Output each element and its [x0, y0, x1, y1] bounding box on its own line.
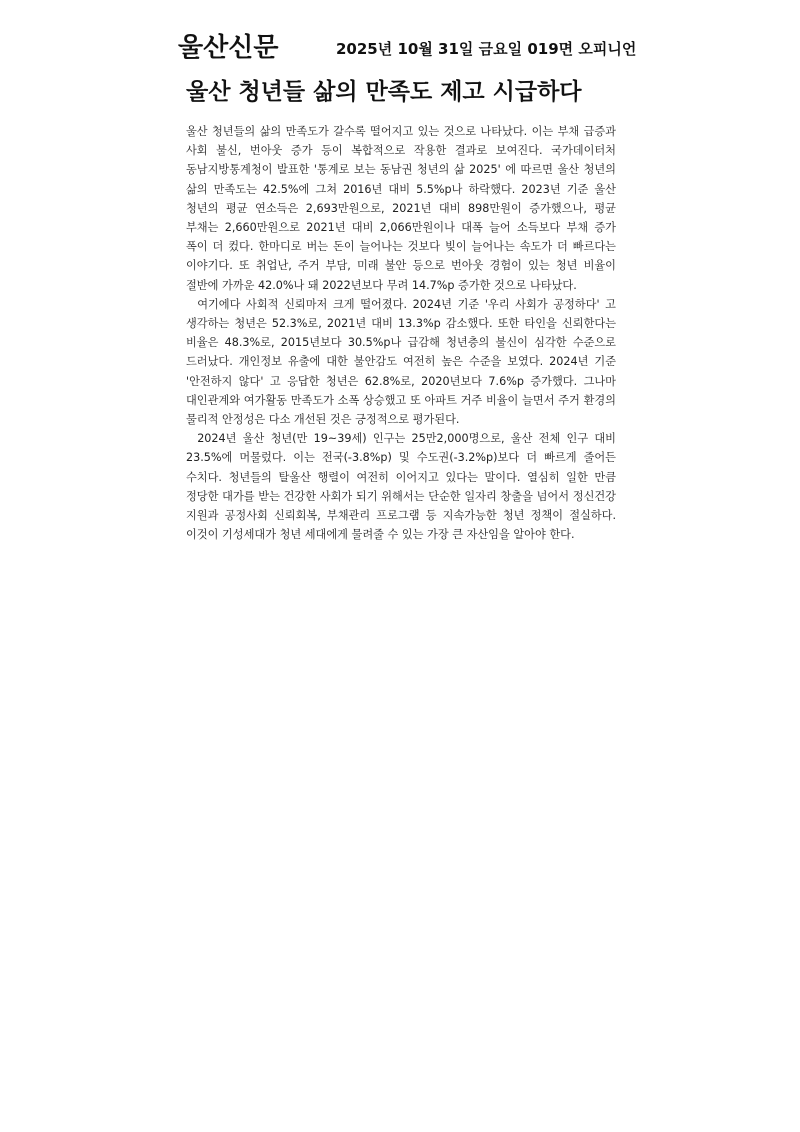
article-headline: 울산 청년들 삶의 만족도 제고 시급하다 [186, 79, 582, 105]
article-paragraph: 2024년 울산 청년(만 19~39세) 인구는 25만2,000명으로, 울산 전체 인구 대비 23.5%에 머물렀다. 이는 전국(-3.8%p) 및 수도권(-3.2%p)보다 더 빠르게 줄어든 수치다. 청년들의 탈울산 행렬이 여전히 이어지고 있다는 말이다. 열심히 일한 만큼 정당한 대가를 받는 건강한 사회가 되기 위해서는 단순한 일자리 창출을 넘어서 정신건강 지원과 공정사회 신뢰회복, 부채관리 프로그램 등 지속가능한 청년 정책이 절실하다. 이것이 기성세대가 청년 세대에게 물려줄 수 있는 가장 큰 자산임을 알아야 한다. [186, 432, 616, 542]
article-paragraph: 여기에다 사회적 신뢰마저 크게 떨어졌다. 2024년 기준 '우리 사회가 공정하다' 고 생각하는 청년은 52.3%로, 2021년 대비 13.3%p 감소했다. 또한 타인을 신뢰한다는 비율은 48.3%로, 2015년보다 30.5%p나 급감해 청년층의 불신이 심각한 수준으로 드러났다. 개인정보 유출에 대한 불안감도 여전히 높은 수준을 보였다. 2024년 기준 '안전하지 않다' 고 응답한 청년은 62.8%로, 2020년보다 7.6%p 증가했다. 그나마 대인관계와 여가활동 만족도가 소폭 상승했고 또 아파트 거주 비율이 늘면서 주거 환경의 물리적 안정성은 다소 개선된 것은 긍정적으로 평가된다. [186, 297, 616, 427]
newspaper-logo: 울산신문 [178, 33, 279, 63]
masthead [178, 30, 637, 70]
issue-date-info: 2025년 10월 31일 금요일 019면 오피니언 [336, 40, 637, 58]
article-body [186, 122, 616, 544]
article-paragraph: 울산 청년들의 삶의 만족도가 갈수록 떨어지고 있는 것으로 나타났다. 이는 부채 급증과 사회 불신, 번아웃 증가 등이 복합적으로 작용한 결과로 보여진다. 국가데이터처 동남지방통계청이 발표한 '통계로 보는 동남권 청년의 삶 2025' 에 따르면 울산 청년의 삶의 만족도는 42.5%에 그쳐 2016년 대비 5.5%p나 하락했다. 2023년 기준 울산 청년의 평균 연소득은 2,693만원으로, 2021년 대비 898만원이 증가했으나, 평균 부채는 2,660만원으로 2021년 대비 2,066만원이나 대폭 늘어 소득보다 부채 증가 폭이 더 컸다. 한마디로 버는 돈이 늘어나는 것보다 빚이 늘어나는 속도가 더 빠르다는 이야기다. 또 취업난, 주거 부담, 미래 불안 등으로 번아웃 경험이 있는 청년 비율이 절반에 가까운 42.0%나 돼 2022년보다 무려 14.7%p 증가한 것으로 나타났다. [186, 125, 616, 292]
